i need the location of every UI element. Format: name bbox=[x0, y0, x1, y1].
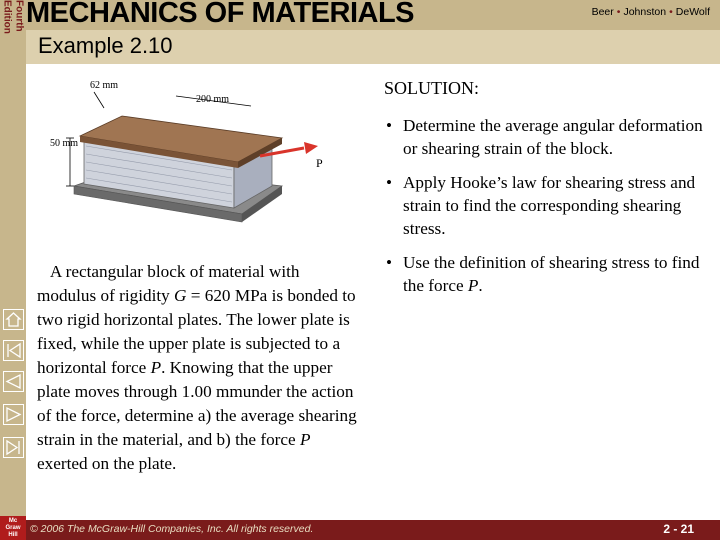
next-icon[interactable] bbox=[3, 404, 24, 425]
home-icon[interactable] bbox=[3, 309, 24, 330]
solution-heading: SOLUTION: bbox=[384, 78, 479, 98]
author-dewolf: DeWolf bbox=[675, 6, 710, 18]
problem-text-2: = 620 MPa is bonded to two rigid horizontal plates. The lower plate is fixed, while the upper plate is subjected to a horizontal force bbox=[37, 286, 356, 377]
solution-step bbox=[380, 171, 716, 240]
var-p: P bbox=[467, 276, 479, 295]
solution-step-text: Apply Hooke’s law for shearing stress and strain to find the corresponding shearing stress. bbox=[403, 173, 696, 238]
publisher-logo: Mc Graw Hill bbox=[0, 516, 26, 540]
edition-label bbox=[0, 0, 26, 70]
dim-label-62: 62 mm bbox=[90, 80, 119, 91]
block-diagram bbox=[46, 74, 336, 234]
footer-bar bbox=[26, 520, 720, 540]
previous-icon[interactable] bbox=[3, 371, 24, 392]
var-g: G bbox=[174, 286, 187, 305]
var-p: P bbox=[150, 358, 162, 377]
author-beer: Beer bbox=[591, 6, 614, 18]
header-bar bbox=[26, 0, 720, 31]
block-figure bbox=[46, 74, 336, 234]
solution-step: • Use the definition of shearing stress to find the force P. bbox=[386, 253, 700, 295]
authors bbox=[592, 6, 710, 18]
solution-step bbox=[380, 114, 716, 160]
problem-text-4: exerted on the plate. bbox=[37, 454, 177, 473]
separator-dot: • bbox=[669, 6, 673, 18]
bullet: • bbox=[386, 173, 393, 192]
problem-text-3: . Knowing that the upper plate moves through 1.00 mmunder the action of the force, determine a) the average shearing strain in the material, and b) the force bbox=[37, 358, 357, 449]
var-p: P bbox=[299, 430, 311, 449]
bullet: • bbox=[386, 253, 393, 272]
force-label-p: P bbox=[316, 156, 323, 170]
edition-line1: Fourth bbox=[13, 0, 25, 32]
page-number: 2 - 21 bbox=[663, 522, 694, 536]
problem-statement bbox=[37, 260, 357, 476]
problem-text-1: A rectangular block of material with modulus of rigidity bbox=[37, 262, 300, 305]
copyright: © 2006 The McGraw-Hill Companies, Inc. All rights reserved. bbox=[30, 523, 314, 535]
separator-dot: • bbox=[616, 6, 621, 18]
solution-step-text: Use the definition of shearing stress to find the force bbox=[403, 253, 700, 295]
edition-line2: Edition bbox=[1, 0, 13, 34]
dim-line-62 bbox=[94, 92, 104, 108]
solution-steps bbox=[380, 114, 716, 308]
first-icon[interactable] bbox=[3, 340, 24, 361]
dim-label-200: 200 mm bbox=[196, 94, 230, 105]
dim-label-50: 50 mm bbox=[50, 138, 79, 149]
force-arrowhead bbox=[304, 142, 318, 154]
last-icon[interactable] bbox=[3, 437, 24, 458]
slide-title-bar bbox=[26, 30, 720, 64]
solution-step-text: Determine the average angular deformation or shearing strain of the block. bbox=[403, 116, 703, 158]
slide-title: Example 2.10 bbox=[38, 33, 173, 58]
author-johnston: Johnston bbox=[623, 6, 667, 18]
book-title: MECHANICS OF MATERIALS bbox=[26, 0, 415, 29]
bullet: • bbox=[386, 116, 393, 135]
